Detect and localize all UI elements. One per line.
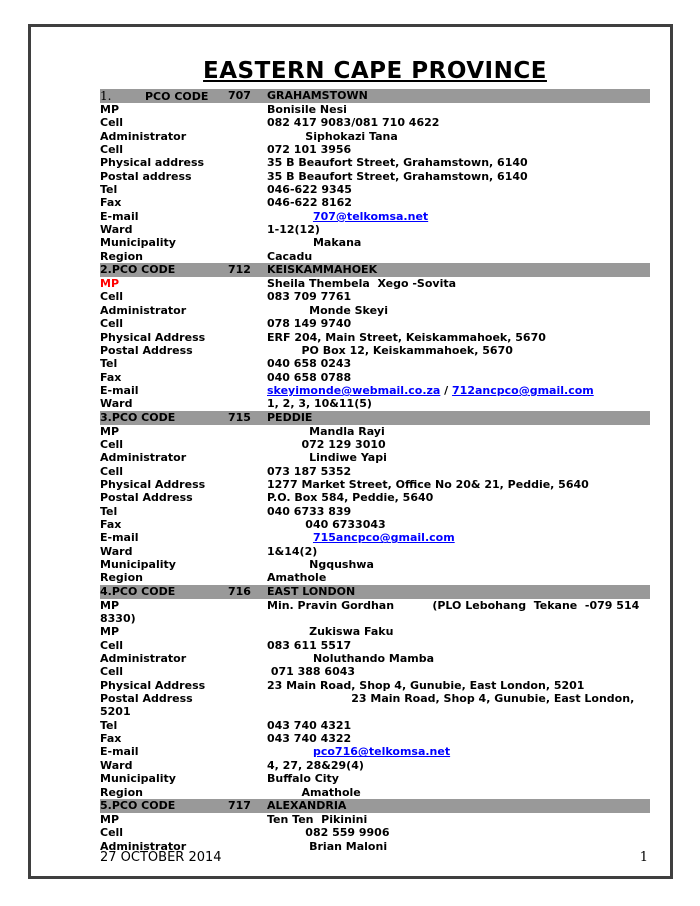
- email-link[interactable]: pco716@telkomsa.net: [312, 745, 451, 759]
- row-label: Physical address: [100, 156, 205, 170]
- row-label: Cell: [100, 665, 124, 679]
- row-value: 23 Main Road, Shop 4, Gunubie, East London,: [267, 692, 635, 706]
- info-row: [100, 183, 650, 196]
- info-row: [100, 384, 650, 397]
- row-label: Postal Address: [100, 491, 193, 505]
- row-value: 043 740 4322: [267, 732, 352, 746]
- email-link[interactable]: skeyimonde@webmail.co.za: [267, 383, 441, 397]
- info-row: [100, 210, 650, 223]
- row-value: 046-622 8162: [267, 196, 352, 210]
- row-value: Amathole: [267, 785, 361, 799]
- email-link[interactable]: 712ancpco@gmail.com: [452, 383, 594, 397]
- row-label: Cell: [100, 143, 124, 157]
- info-row: [100, 116, 650, 129]
- page-title: EASTERN CAPE PROVINCE: [203, 58, 547, 84]
- row-value: [267, 745, 450, 758]
- section-town-name: ALEXANDRIA: [267, 798, 347, 812]
- row-label: MP: [100, 424, 120, 438]
- info-row: [100, 250, 650, 263]
- info-row: [100, 558, 650, 571]
- row-value: Ngqushwa: [267, 558, 374, 571]
- row-value: 040 658 0243: [267, 357, 352, 371]
- info-row: [100, 223, 650, 236]
- info-row: [100, 665, 650, 678]
- info-row: [100, 625, 650, 638]
- row-value: Sheila Thembela Xego -Sovita: [267, 277, 457, 291]
- row-label: Tel: [100, 504, 118, 518]
- row-value: Bonisile Nesi: [267, 103, 347, 116]
- section-number: 2.: [100, 263, 112, 277]
- info-row: [100, 397, 650, 410]
- row-value: 1277 Market Street, Office No 20& 21, Peddie, 5640: [267, 477, 589, 491]
- section-header-bar: [100, 585, 650, 599]
- row-value: 1, 2, 3, 10&11(5): [267, 397, 372, 411]
- pco-code-value: 715: [228, 410, 251, 424]
- sections-list: [100, 89, 650, 853]
- row-label: Municipality: [100, 772, 176, 786]
- row-label: Administrator: [100, 839, 187, 853]
- section-town-name: KEISKAMMAHOEK: [267, 263, 378, 277]
- page-content: [100, 27, 650, 853]
- info-row: [100, 786, 650, 799]
- row-value: [267, 210, 428, 223]
- footer-date: 27 OCTOBER 2014: [100, 850, 222, 865]
- row-label: Physical Address: [100, 477, 206, 491]
- pco-code-label: PCO CODE: [111, 410, 176, 424]
- row-value: 082 559 9906: [267, 826, 390, 840]
- row-value: 082 417 9083/081 710 4622: [267, 116, 440, 130]
- info-row: [100, 331, 650, 344]
- row-label: Cell: [100, 290, 124, 304]
- info-row: [100, 143, 650, 156]
- info-row: [100, 317, 650, 330]
- row-value: P.O. Box 584, Peddie, 5640: [267, 491, 434, 505]
- row-label: MP: [100, 625, 120, 639]
- row-label: Cell: [100, 317, 124, 331]
- info-row: [100, 518, 650, 531]
- pco-code-label: PCO CODE: [111, 584, 176, 598]
- row-value: Min. Pravin Gordhan (PLO Lebohang Tekane -079 514: [267, 598, 640, 612]
- row-label: Cell: [100, 638, 124, 652]
- row-value: 8330): [100, 612, 136, 626]
- row-value: 1&14(2): [267, 544, 318, 558]
- row-value: 043 740 4321: [267, 718, 352, 732]
- row-label: Municipality: [100, 558, 176, 571]
- info-row: [100, 571, 650, 584]
- row-value: PO Box 12, Keiskammahoek, 5670: [267, 343, 513, 357]
- row-value: [267, 531, 455, 544]
- page-footer: [100, 850, 648, 865]
- row-label: MP: [100, 812, 120, 826]
- row-label: Tel: [100, 183, 118, 197]
- section-town-name: PEDDIE: [267, 410, 313, 424]
- row-value: [267, 384, 594, 397]
- row-value: Noluthando Mamba: [267, 652, 435, 666]
- row-label: Ward: [100, 758, 133, 772]
- info-row: [100, 719, 650, 732]
- row-label: MP: [100, 277, 120, 291]
- info-row: [100, 813, 650, 826]
- row-value: 072 129 3010: [267, 437, 386, 451]
- row-label: Physical Address: [100, 678, 206, 692]
- info-row: [100, 745, 650, 758]
- info-row: [100, 531, 650, 544]
- row-value: 1-12(12): [267, 223, 320, 237]
- row-label: Administrator: [100, 303, 187, 317]
- row-label: Cell: [100, 437, 124, 451]
- section-town-name: EAST LONDON: [267, 584, 356, 598]
- row-value: 083 709 7761: [267, 290, 352, 304]
- row-value: Cacadu: [267, 249, 313, 263]
- info-row: [100, 639, 650, 652]
- info-row: [100, 826, 650, 839]
- section-number: 4.: [100, 584, 112, 598]
- row-label: Cell: [100, 826, 124, 840]
- pco-code-value: 717: [228, 798, 251, 812]
- row-label: E-mail: [100, 209, 139, 223]
- row-label: Cell: [100, 464, 124, 478]
- row-value: 040 6733043: [267, 517, 386, 531]
- info-row: [100, 465, 650, 478]
- row-value: ERF 204, Main Street, Keiskammahoek, 5670: [267, 330, 546, 344]
- row-value: 040 658 0788: [267, 370, 352, 384]
- pco-code-value: 716: [228, 584, 251, 598]
- pco-code-label: PCO CODE: [111, 798, 176, 812]
- row-label: E-mail: [100, 531, 139, 545]
- info-row: [100, 236, 650, 249]
- row-value: 4, 27, 28&29(4): [267, 758, 364, 772]
- row-label: Administrator: [100, 451, 187, 465]
- email-link[interactable]: 707@telkomsa.net: [312, 209, 429, 223]
- info-row: [100, 425, 650, 438]
- section-header-bar: [100, 799, 650, 813]
- row-label: Fax: [100, 732, 122, 746]
- pco-code-value: 707: [228, 89, 251, 102]
- row-value: Ten Ten Pikinini: [267, 812, 368, 826]
- info-row: [100, 652, 650, 665]
- row-label: Region: [100, 249, 143, 263]
- row-value: 35 B Beaufort Street, Grahamstown, 6140: [267, 169, 528, 183]
- info-row: [100, 103, 650, 116]
- row-value: Zukiswa Faku: [267, 625, 394, 639]
- row-label: Postal address: [100, 169, 192, 183]
- row-label: Tel: [100, 718, 118, 732]
- info-row: [100, 451, 650, 464]
- row-value: 083 611 5517: [267, 638, 352, 652]
- section-number: 1.: [100, 89, 112, 103]
- row-value: Makana: [267, 236, 362, 250]
- row-value: 23 Main Road, Shop 4, Gunubie, East London, 5201: [267, 678, 585, 692]
- row-value: Monde Skeyi: [267, 303, 388, 317]
- info-row: [100, 170, 650, 183]
- row-label: MP: [100, 103, 120, 116]
- email-link[interactable]: 715ancpco@gmail.com: [312, 531, 455, 545]
- row-label: Ward: [100, 544, 133, 558]
- link-separator: /: [440, 383, 453, 397]
- row-label: Fax: [100, 370, 122, 384]
- row-label: Administrator: [100, 652, 187, 666]
- section-header-bar: [100, 263, 650, 277]
- row-value: Brian Maloni: [267, 839, 388, 853]
- row-label: Fax: [100, 196, 122, 210]
- row-value: Siphokazi Tana: [267, 129, 398, 143]
- info-row: [100, 732, 650, 745]
- row-value: 071 388 6043: [267, 665, 356, 679]
- row-label: Postal Address: [100, 343, 193, 357]
- info-row: [100, 371, 650, 384]
- pco-code-label: PCO CODE: [145, 90, 209, 103]
- row-value: Buffalo City: [267, 772, 339, 786]
- row-value: 35 B Beaufort Street, Grahamstown, 6140: [267, 156, 528, 170]
- row-label: Administrator: [100, 129, 187, 143]
- row-label: MP: [100, 598, 120, 612]
- row-value: 046-622 9345: [267, 183, 352, 197]
- row-label: E-mail: [100, 383, 139, 397]
- info-row: [100, 290, 650, 303]
- row-continuation: [100, 705, 650, 718]
- row-value: Amathole: [267, 571, 327, 585]
- info-row: [100, 478, 650, 491]
- info-row: [100, 344, 650, 357]
- info-row: [100, 491, 650, 504]
- row-label: Postal Address: [100, 692, 193, 706]
- row-label: Region: [100, 571, 143, 585]
- info-row: [100, 759, 650, 772]
- info-row: [100, 438, 650, 451]
- row-value: 078 149 9740: [267, 317, 352, 331]
- row-value: 072 101 3956: [267, 143, 352, 157]
- info-row: [100, 277, 650, 290]
- page-number: 1: [639, 850, 648, 865]
- row-continuation: [100, 612, 650, 625]
- row-value: Lindiwe Yapi: [267, 451, 387, 465]
- info-row: [100, 599, 650, 612]
- section-town-name: GRAHAMSTOWN: [267, 89, 368, 102]
- info-row: [100, 545, 650, 558]
- row-label: Fax: [100, 517, 122, 531]
- pco-code-value: 712: [228, 263, 251, 277]
- info-row: [100, 505, 650, 518]
- info-row: [100, 692, 650, 705]
- row-value: 073 187 5352: [267, 464, 352, 478]
- info-row: [100, 130, 650, 143]
- row-value: 5201: [100, 705, 131, 719]
- info-row: [100, 679, 650, 692]
- row-label: Region: [100, 785, 143, 799]
- row-value: 040 6733 839: [267, 504, 352, 518]
- row-label: Municipality: [100, 236, 176, 250]
- section-header-bar: [100, 411, 650, 425]
- page: [28, 24, 673, 879]
- section-header-bar: [100, 89, 650, 103]
- pco-code-label: PCO CODE: [111, 263, 176, 277]
- row-value: Mandla Rayi: [267, 424, 385, 438]
- info-row: [100, 304, 650, 317]
- section-number: 5.: [100, 798, 112, 812]
- row-label: Physical Address: [100, 330, 206, 344]
- section-number: 3.: [100, 410, 112, 424]
- info-row: [100, 357, 650, 370]
- info-row: [100, 772, 650, 785]
- row-label: Ward: [100, 223, 133, 237]
- row-label: Ward: [100, 397, 133, 411]
- row-label: Tel: [100, 357, 118, 371]
- row-label: Cell: [100, 116, 124, 130]
- info-row: [100, 156, 650, 169]
- info-row: [100, 196, 650, 209]
- row-label: E-mail: [100, 745, 139, 759]
